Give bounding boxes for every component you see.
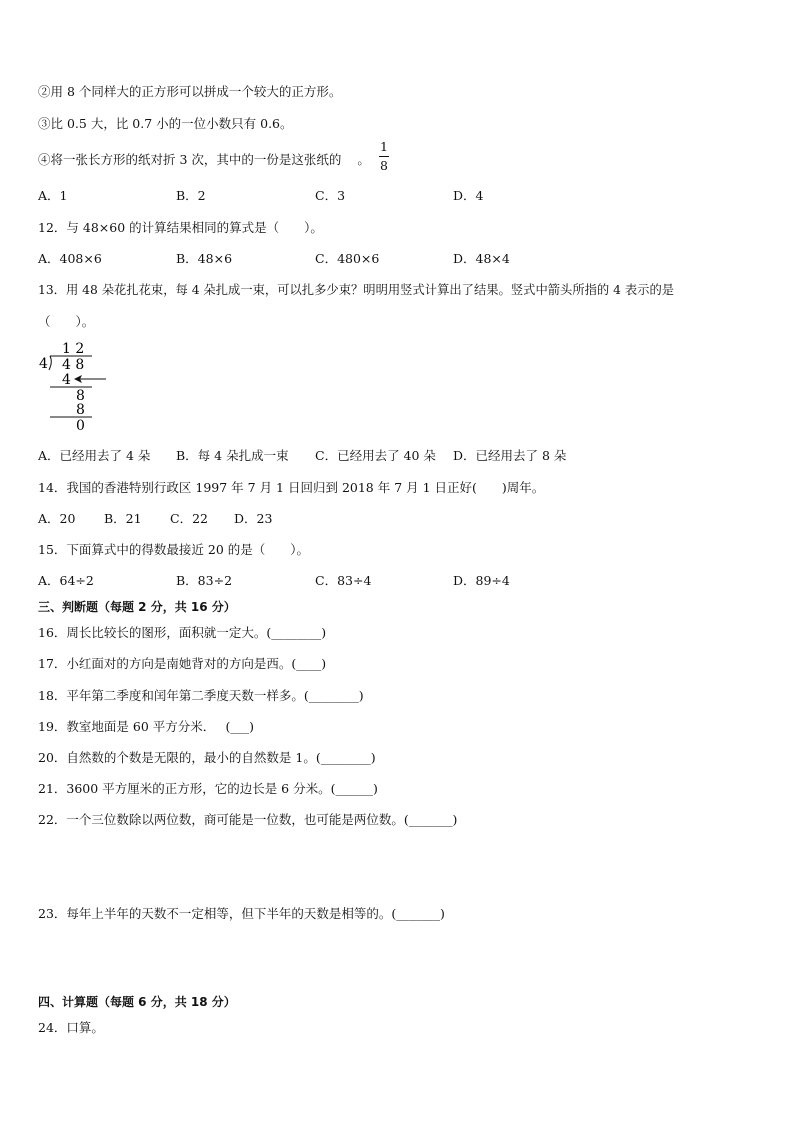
q12-option-b[interactable]: B．48×6 [176,251,233,266]
q14-stem: 14．我国的香港特别行政区 1997 年 7 月 1 日回归到 2018 年 7 月 1 日正好( )周年。 [38,480,545,495]
q23: 23．每年上半年的天数不一定相等，但下半年的天数是相等的。(_______) [38,906,445,921]
division-remainder: 0 [76,418,85,432]
fraction-bar [379,156,389,157]
q16: 16．周长比较长的图形，面积就一定大。(________) [38,625,327,640]
q18: 18．平年第二季度和闰年第二季度天数一样多。(________) [38,688,364,703]
q12-option-c[interactable]: C．480×6 [315,251,380,266]
q14-option-d[interactable]: D．23 [234,511,273,526]
q11-option-b[interactable]: B．2 [176,188,206,203]
division-step-1: 4 [62,372,71,388]
q13-option-c[interactable]: C．已经用去了 40 朵 [315,448,436,463]
fraction-one-eighth [378,140,390,176]
q11-statement-2: ②用 8 个同样大的正方形可以拼成一个较大的正方形。 [38,84,342,99]
q11-statement-4 [38,152,370,168]
division-step-2: 8 [76,388,85,404]
fraction-denominator: 8 [380,158,388,173]
q19: 19．教室地面是 60 平方分米． (___) [38,719,254,734]
q15-option-b[interactable]: B．83÷2 [176,573,233,588]
q13-option-d[interactable]: D．已经用去了 8 朵 [453,448,567,463]
division-dividend: 4 8 [62,357,85,373]
fraction-numerator: 1 [380,139,388,154]
q11-option-a[interactable]: A．1 [38,188,68,203]
q13-option-a[interactable]: A．已经用去了 4 朵 [38,448,151,463]
q14-option-a[interactable]: A．20 [38,511,76,526]
section-3-title: 三、判断题（每题 2 分，共 16 分） [38,600,236,614]
q11-option-c[interactable]: C．3 [315,188,346,203]
q12-option-d[interactable]: D．48×4 [453,251,510,266]
q13-stem: 13．用 48 朵花扎花束，每 4 朵扎成一束，可以扎多少束？明明用竖式计算出了结果。竖式中箭头所指的 4 表示的是 [38,283,675,297]
q24: 24．口算。 [38,1020,104,1035]
q15-stem: 15．下面算式中的得数最接近 20 的是（ ）。 [38,542,310,557]
q15-option-c[interactable]: C．83÷4 [315,573,372,588]
q14-option-c[interactable]: C．22 [170,511,208,526]
q11-statement-3: ③比 0.5 大，比 0.7 小的一位小数只有 0.6。 [38,116,293,131]
q11-statement-4-end: 。 [357,152,370,167]
division-quotient: 1 2 [62,341,85,357]
division-bracket-curve [49,356,51,370]
q12-option-a[interactable]: A．408×6 [38,251,102,266]
division-divisor: 4 [39,356,48,372]
q15-option-d[interactable]: D．89÷4 [453,573,510,588]
q14-option-b[interactable]: B．21 [104,511,142,526]
q11-statement-4-text: ④将一张长方形的纸对折 3 次，其中的一份是这张纸的 [38,152,342,167]
q13-stem-blank: （ ）。 [38,314,95,329]
section-4-title: 四、计算题（每题 6 分，共 18 分） [38,995,236,1009]
q20: 20．自然数的个数是无限的，最小的自然数是 1。(________) [38,750,376,765]
q11-option-d[interactable]: D．4 [453,188,484,203]
q21: 21．3600 平方厘米的正方形，它的边长是 6 分米。(______) [38,781,378,796]
long-division-diagram [36,340,116,432]
q22: 22．一个三位数除以两位数，商可能是一位数，也可能是两位数。(_______) [38,812,458,827]
q15-option-a[interactable]: A．64÷2 [38,573,94,588]
division-step-3: 8 [76,402,85,418]
q13-option-b[interactable]: B．每 4 朵扎成一束 [176,448,289,463]
q12-stem: 12．与 48×60 的计算结果相同的算式是（ ）。 [38,220,323,235]
q17: 17．小红面对的方向是南她背对的方向是西。(____) [38,656,327,671]
